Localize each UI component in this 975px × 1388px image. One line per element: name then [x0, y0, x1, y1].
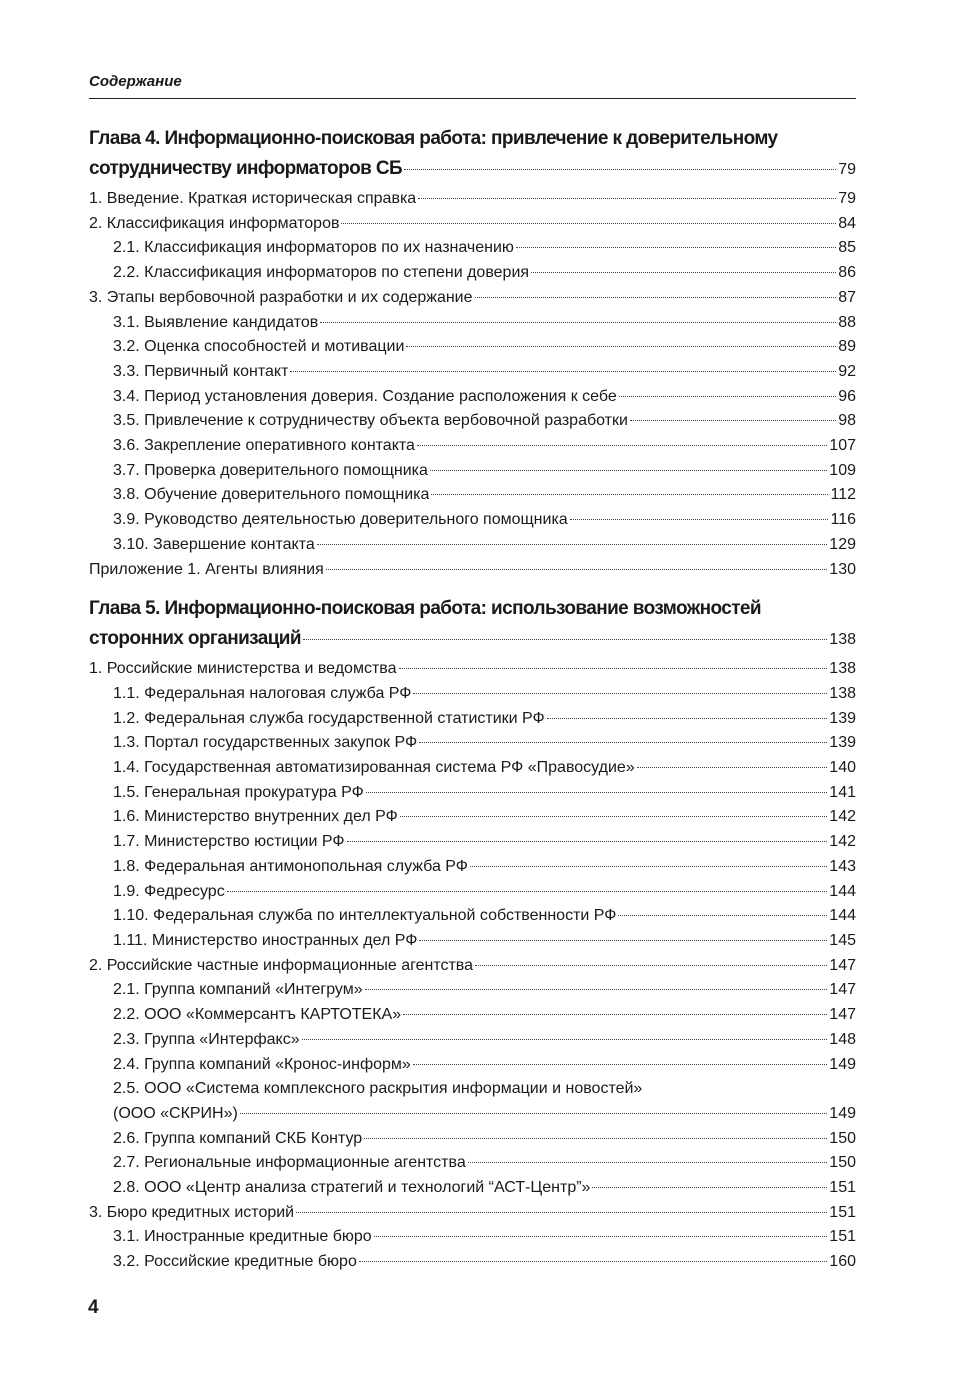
entry-title: 1. Российские министерства и ведомства — [89, 660, 397, 678]
entry-title: 2.7. Региональные информационные агентства — [113, 1154, 466, 1172]
page-ref: 143 — [829, 857, 856, 875]
page-ref: 149 — [829, 1104, 856, 1122]
dot-leader — [303, 639, 827, 640]
page-ref: 150 — [829, 1129, 856, 1147]
dot-leader — [326, 569, 828, 570]
page-ref: 98 — [838, 412, 856, 430]
entry-title: 3.1. Иностранные кредитные бюро — [113, 1228, 372, 1246]
page-ref: 107 — [829, 437, 856, 455]
page-ref: 88 — [838, 313, 856, 331]
page-ref: 151 — [829, 1228, 856, 1246]
toc-subentry[interactable] — [89, 1028, 856, 1053]
page-ref: 87 — [838, 288, 856, 306]
toc-subentry-first-line[interactable]: 2.5. ООО «Система комплексного раскрытия информации и новостей» — [113, 1080, 643, 1098]
toc-subentry[interactable] — [89, 335, 856, 360]
entry-title: 1.10. Федеральная служба по интеллектуальной собственности РФ — [113, 907, 617, 925]
toc-subentry[interactable] — [89, 1250, 856, 1275]
toc-subentry[interactable] — [89, 360, 856, 385]
dot-leader — [547, 718, 828, 719]
dot-leader — [317, 544, 828, 545]
toc-subentry-continuation[interactable] — [89, 1102, 856, 1127]
page-ref: 148 — [829, 1030, 856, 1048]
page-ref: 130 — [829, 560, 856, 578]
toc-subentry[interactable] — [89, 483, 856, 508]
toc-subentry[interactable] — [89, 1225, 856, 1250]
page-ref: 142 — [829, 808, 856, 826]
dot-leader — [570, 519, 829, 520]
page-ref: 149 — [829, 1055, 856, 1073]
entry-title: 1.9. Федресурс — [113, 882, 225, 900]
entry-title: (ООО «СКРИН») — [113, 1104, 238, 1122]
toc-subentry[interactable] — [89, 731, 856, 756]
toc-subentry[interactable] — [89, 1151, 856, 1176]
toc-entry[interactable] — [89, 1201, 856, 1226]
dot-leader — [302, 1039, 828, 1040]
toc-subentry[interactable] — [89, 1003, 856, 1028]
chapter-heading[interactable] — [89, 594, 856, 655]
page-ref: 109 — [829, 461, 856, 479]
dot-leader — [618, 915, 827, 916]
page-ref: 86 — [838, 264, 856, 282]
entry-title: 2.1. Классификация информаторов по их назначению — [113, 239, 514, 257]
dot-leader — [418, 198, 836, 199]
dot-leader — [637, 767, 828, 768]
page-ref: 141 — [829, 783, 856, 801]
page-ref: 96 — [838, 387, 856, 405]
toc-subentry[interactable] — [89, 533, 856, 558]
entry-title: 3.4. Период установления доверия. Создание расположения к себе — [113, 387, 617, 405]
dot-leader — [406, 346, 836, 347]
page-ref: 147 — [829, 981, 856, 999]
toc-subentry[interactable] — [89, 830, 856, 855]
toc-entry[interactable] — [89, 558, 856, 583]
dot-leader — [320, 322, 836, 323]
entry-title: 2.4. Группа компаний «Кронос-информ» — [113, 1055, 411, 1073]
entry-title: 3.3. Первичный контакт — [113, 362, 289, 380]
entry-title: 1.2. Федеральная служба государственной статистики РФ — [113, 709, 545, 727]
entry-title: 3.1. Выявление кандидатов — [113, 313, 319, 331]
dot-leader — [417, 445, 827, 446]
entry-title: 3.10. Завершение контакта — [113, 535, 315, 553]
page-ref: 150 — [829, 1154, 856, 1172]
toc-subentry[interactable] — [89, 1127, 856, 1152]
dot-leader — [431, 494, 828, 495]
page-ref: 139 — [829, 709, 856, 727]
entry-title: 3.2. Оценка способностей и мотивации — [113, 338, 405, 356]
page-ref: 140 — [829, 759, 856, 777]
page-ref: 112 — [830, 486, 856, 504]
dot-leader — [365, 989, 828, 990]
entry-title: 1.7. Министерство юстиции РФ — [113, 833, 345, 851]
dot-leader — [531, 272, 836, 273]
toc-subentry[interactable] — [89, 385, 856, 410]
dot-leader — [419, 940, 827, 941]
dot-leader — [619, 396, 836, 397]
dot-leader — [400, 816, 828, 817]
dot-leader — [419, 742, 827, 743]
entry-title: 1.11. Министерство иностранных дел РФ — [113, 931, 418, 949]
table-of-contents — [89, 124, 856, 1275]
chapter-title-line2: сотрудничеству информаторов СБ — [89, 158, 403, 179]
page-ref: 160 — [829, 1253, 856, 1271]
page-ref: 79 — [838, 161, 856, 178]
toc-subentry[interactable] — [89, 236, 856, 261]
dot-leader — [240, 1113, 827, 1114]
toc-subentry[interactable] — [89, 929, 856, 954]
toc-subentry[interactable] — [89, 756, 856, 781]
chapter-title-line2: сторонних организаций — [89, 628, 301, 650]
page-ref: 84 — [838, 214, 856, 232]
entry-title: 2.2. Классификация информаторов по степени доверия — [113, 264, 530, 282]
entry-title: 3.8. Обучение доверительного помощника — [113, 486, 430, 504]
header-title: Содержание — [89, 73, 182, 90]
entry-title: 1.4. Государственная автоматизированная система РФ «Правосудие» — [113, 759, 635, 777]
entry-title: 2.2. ООО «Коммерсантъ КАРТОТЕКА» — [113, 1006, 402, 1024]
dot-leader — [227, 891, 828, 892]
page-ref: 138 — [829, 684, 856, 702]
running-header — [89, 70, 856, 99]
entry-title: 3.2. Российские кредитные бюро — [113, 1253, 357, 1271]
toc-subentry[interactable] — [89, 904, 856, 929]
entry-title: 2.3. Группа «Интерфакс» — [113, 1030, 300, 1048]
chapter-heading[interactable] — [89, 124, 856, 185]
dot-leader — [468, 1162, 828, 1163]
dot-leader — [296, 1212, 827, 1213]
entry-title: 3. Этапы вербовочной разработки и их содержание — [89, 288, 473, 306]
toc-entry[interactable] — [89, 657, 856, 682]
toc-subentry[interactable] — [89, 409, 856, 434]
page-ref: 139 — [829, 734, 856, 752]
entry-title: 1.8. Федеральная антимонопольная служба РФ — [113, 857, 468, 875]
toc-subentry[interactable] — [89, 1053, 856, 1078]
dot-leader — [347, 841, 828, 842]
dot-leader — [630, 420, 836, 421]
entry-title: 2. Классификация информаторов — [89, 214, 340, 232]
page-ref: 89 — [838, 338, 856, 356]
page-ref: 144 — [829, 882, 856, 900]
page-ref: 145 — [829, 931, 856, 949]
dot-leader — [364, 1138, 827, 1139]
toc-subentry[interactable] — [89, 781, 856, 806]
page-ref: 116 — [830, 511, 856, 529]
entry-title: 1. Введение. Краткая историческая справка — [89, 190, 417, 207]
page-ref: 92 — [838, 362, 856, 380]
page-ref: 138 — [829, 631, 856, 649]
page-ref: 147 — [829, 1006, 856, 1024]
dot-leader — [430, 470, 827, 471]
entry-title: Приложение 1. Агенты влияния — [89, 560, 324, 578]
dot-leader — [516, 247, 836, 248]
dot-leader — [413, 693, 827, 694]
page-number: 4 — [88, 1297, 99, 1318]
entry-title: 1.1. Федеральная налоговая служба РФ — [113, 684, 412, 702]
dot-leader — [475, 965, 827, 966]
toc-entry[interactable] — [89, 212, 856, 237]
toc-subentry[interactable] — [89, 434, 856, 459]
dot-leader — [403, 1014, 827, 1015]
dot-leader — [290, 371, 836, 372]
toc-subentry[interactable] — [89, 707, 856, 732]
entry-title: 2.8. ООО «Центр анализа стратегий и технологий “АСТ-Центр”» — [113, 1179, 591, 1197]
entry-title: 2. Российские частные информационные агентства — [89, 956, 474, 974]
dot-leader — [366, 792, 827, 793]
page-ref: 142 — [829, 833, 856, 851]
entry-title: 3.7. Проверка доверительного помощника — [113, 461, 428, 479]
entry-title: 3. Бюро кредитных историй — [89, 1203, 295, 1221]
entry-title: 2.6. Группа компаний СКБ Контур — [113, 1129, 363, 1147]
dot-leader — [359, 1261, 827, 1262]
page-ref: 144 — [829, 907, 856, 925]
entry-title: 3.9. Руководство деятельностью доверительного помощника — [113, 511, 568, 529]
toc-subentry[interactable] — [89, 459, 856, 484]
toc-subentry[interactable] — [89, 880, 856, 905]
dot-leader — [399, 668, 828, 669]
dot-leader — [404, 169, 836, 170]
page-ref: 79 — [838, 190, 856, 207]
dot-leader — [413, 1064, 828, 1065]
toc-subentry[interactable] — [89, 508, 856, 533]
toc-subentry[interactable] — [89, 1176, 856, 1201]
entry-title: 1.6. Министерство внутренних дел РФ — [113, 808, 398, 826]
toc-subentry[interactable] — [89, 805, 856, 830]
entry-title: 1.5. Генеральная прокуратура РФ — [113, 783, 364, 801]
toc-entry[interactable] — [89, 286, 856, 311]
dot-leader — [341, 223, 836, 224]
page-ref: 151 — [829, 1179, 856, 1197]
page-ref: 85 — [838, 239, 856, 257]
toc-entry[interactable] — [89, 954, 856, 979]
toc-entry[interactable] — [89, 187, 856, 212]
toc-subentry[interactable] — [89, 855, 856, 880]
page-ref: 147 — [829, 956, 856, 974]
toc-subentry[interactable] — [89, 261, 856, 286]
dot-leader — [374, 1236, 828, 1237]
dot-leader — [475, 297, 837, 298]
entry-title: 1.3. Портал государственных закупок РФ — [113, 734, 418, 752]
entry-title: 3.5. Привлечение к сотрудничеству объекта вербовочной разработки — [113, 412, 628, 430]
entry-title: 2.1. Группа компаний «Интегрум» — [113, 981, 363, 999]
page-ref: 129 — [829, 535, 856, 553]
page-ref: 138 — [829, 660, 856, 678]
chapter-title-line1: Глава 4. Информационно-поисковая работа: привлечение к доверительному — [89, 128, 778, 149]
chapter-title-line1: Глава 5. Информационно-поисковая работа: использование возможностей — [89, 598, 761, 620]
toc-subentry[interactable] — [89, 978, 856, 1003]
toc-subentry[interactable] — [89, 311, 856, 336]
entry-title: 3.6. Закрепление оперативного контакта — [113, 437, 415, 455]
dot-leader — [470, 866, 827, 867]
page-ref: 151 — [829, 1203, 856, 1221]
toc-subentry[interactable] — [89, 682, 856, 707]
dot-leader — [592, 1187, 827, 1188]
